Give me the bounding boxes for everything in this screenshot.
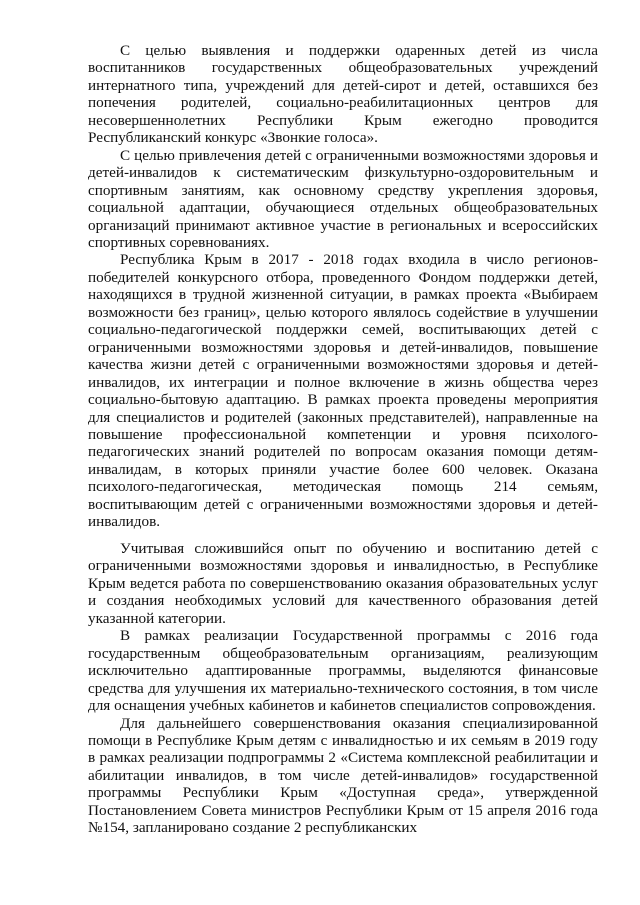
text-block-upper [88, 42, 598, 531]
paragraph-state-program: В рамках реализации Государственной программы с 2016 года государственным общеобразовательным организациям, реализующим исключительно адаптированные программы, выделяются финансовые средства для улучшения их материально-технического состояния, в том числе для оснащения учебных кабинетов и кабинетов специалистов сопровождения. [88, 627, 598, 715]
paragraph-experience: Учитывая сложившийся опыт по обучению и воспитанию детей с ограниченными возможностями здоровья и инвалидностью, в Республике Крым ведется работа по совершенствованию оказания образовательных услуг и создания необходимых условий для качественного образования детей указанной категории. [88, 540, 598, 627]
paragraph-sports: С целью привлечения детей с ограниченными возможностями здоровья и детей-инвалидов к систематическим физкультурно-оздоровительным и спортивным занятиям, как основному средству укрепления здоровья, социальной адаптации, обучающиеся отдельных общеобразовательных организаций принимают активное участие в региональных и всероссийских спортивных соревнованиях. [88, 146, 598, 251]
text-block-lower [88, 540, 598, 837]
paragraph-subprogram: Для дальнейшего совершенствования оказания специализированной помощи в Республике Крым детям с инвалидностью и их семьям в 2019 году в рамках реализации подпрограммы 2 «Система комплексной реабилитации и абилитации инвалидов, в том числе детей-инвалидов» государственной программы Республики Крым «Доступная среда», утвержденной Постановлением Совета министров Республики Крым от 15 апреля 2016 года №154, запланировано создание 2 республиканских [88, 714, 598, 837]
paragraph-zvonkie-golosa: С целью выявления и поддержки одаренных детей из числа воспитанников государственных общеобразовательных учреждений интернатного типа, учреждений для детей-сирот и детей, оставшихся без попечения родителей, социально-реабилитационных центров для несовершеннолетних Республики Крым ежегодно проводится Республиканский конкурс «Звонкие голоса». [88, 42, 598, 147]
paragraph-project: Республика Крым в 2017 - 2018 годах входила в число регионов-победителей конкурсного отбора, проведенного Фондом поддержки детей, находящихся в трудной жизненной ситуации, в рамках проекта «Выбираем возможности без границ», целью которого являлось содействие в улучшении социально-педагогической поддержки семей, воспитывающих детей с ограниченными возможностями здоровья и детей-инвалидов, повышение качества жизни детей с ограниченными возможностями здоровья и детей-инвалидов, их интеграции и полное включение в жизнь общества через социально-бытовую адаптацию. В рамках проекта проведены мероприятия для специалистов и родителей (законных представителей), направленные на повышение профессиональной компетенции и уровня психолого-педагогических знаний родителей по вопросам оказания помощи детям-инвалидам, в которых приняли участие более 600 человек. Оказана психолого-педагогическая, методическая помощь 214 семьям, воспитывающим детей с ограниченными возможностями здоровья и детей-инвалидов. [88, 251, 598, 531]
